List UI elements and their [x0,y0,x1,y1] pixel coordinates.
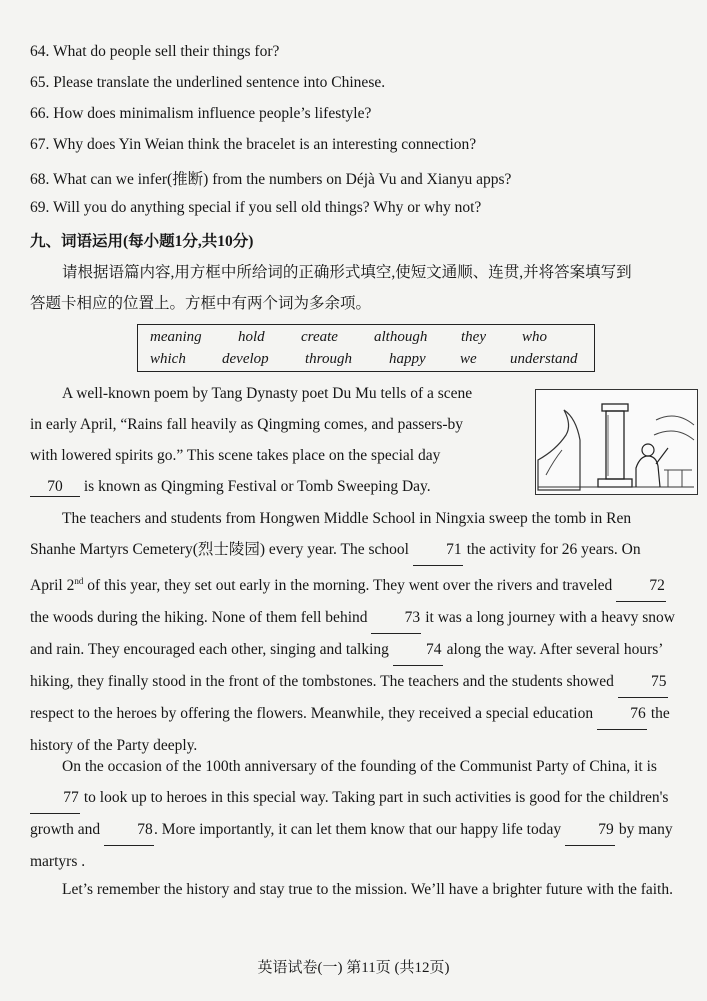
page-footer: 英语试卷(一) 第11页 (共12页) [257,960,450,976]
word-option: they [461,329,486,345]
question-69: 69. Will you do anything special if you sell old things? Why or why not? [30,199,482,216]
question-67: 67. Why does Yin Weian think the bracelet is an interesting connection? [30,136,477,153]
p2-text-h: the history of the Party deeply. [30,705,670,755]
word-option: through [305,351,352,367]
instruction-line-1: 请根据语篇内容,用方框中所给词的正确形式填空,使短文通顺、连贯,并将答案填写到 [62,264,632,281]
passage-p1-line4 [30,478,431,497]
word-box [137,324,595,372]
instruction-line-2: 答题卡相应的位置上。方框中有两个词为多余项。 [30,295,372,312]
word-option: we [460,351,477,367]
passage-paragraph-2 [30,503,675,761]
p3-text-b: to look up to heroes in this special way. Taking part in such activities is good for the children's growth and [30,789,669,838]
word-option: who [522,329,548,345]
p2-text-d: the woods during the hiking. None of them fell behind [30,609,372,627]
passage-p1-line4-text: is known as Qingming Festival or Tomb Sweeping Day. [80,478,431,495]
word-option: which [150,351,186,367]
word-option: meaning [150,329,202,345]
passage-p1-line3: with lowered spirits go.” This scene takes place on the special day [30,447,441,464]
question-66: 66. How does minimalism influence people’s lifestyle? [30,105,372,122]
word-option: happy [389,351,426,367]
blank-70: 70 [30,478,80,497]
question-68: 68. What can we infer(推断) from the numbers on Déjà Vu and Xianyu apps? [30,171,512,188]
p3-text-d: by many martyrs . [30,821,673,870]
p3-text-a: On the occasion of the 100th anniversary of the founding of the Communist Party of China, it is [62,758,657,775]
blank-76: 76 [597,698,647,730]
qingming-illustration [535,389,698,495]
p2-text-a: The teachers and students from Hongwen Middle School in Ningxia sweep the tomb in Ren Shanhe Martyrs Cemetery(烈士陵园) every year. The school [30,510,632,558]
section-title: 九、词语运用(每小题1分,共10分) [30,233,254,250]
p2-text-c: of this year, they set out early in the morning. They went over the rivers and traveled [83,577,617,595]
word-option: although [374,329,428,345]
passage-paragraph-3 [30,751,675,877]
blank-78: 78 [104,814,154,846]
p2-text-b: the activity for 26 years. On April 2 [30,541,641,595]
word-option: hold [238,329,265,345]
word-option: understand [510,351,578,367]
passage-p1-line1: A well-known poem by Tang Dynasty poet Du Mu tells of a scene [62,385,473,402]
blank-73: 73 [371,602,421,634]
question-64: 64. What do people sell their things for? [30,43,280,60]
passage-p1-line2: in early April, “Rains fall heavily as Qingming comes, and passers-by [30,416,464,433]
monument-picture [536,390,696,493]
word-option: create [301,329,338,345]
question-65: 65. Please translate the underlined sentence into Chinese. [30,74,386,91]
p2-text-g: respect to the heroes by offering the flowers. Meanwhile, they received a special education [30,705,597,723]
blank-77: 77 [30,782,80,814]
blank-74: 74 [393,634,443,666]
passage-paragraph-4: Let’s remember the history and stay true to the mission. We’ll have a brighter future with the faith. [62,881,673,898]
p3-text-c: . More importantly, it can let them know that our happy life today [154,821,565,838]
blank-79: 79 [565,814,615,846]
p2-superscript: nd [74,576,84,586]
p2-text-f: along the way. After several hours’ hiking, they finally stood in the front of the tombstones. The teachers and the students showed [30,641,663,691]
blank-72: 72 [616,570,666,602]
p2-text-e: it was a long journey with a heavy snow and rain. They encouraged each other, singing and talking [30,609,675,659]
blank-71: 71 [413,534,463,566]
word-option: develop [222,351,269,367]
blank-75: 75 [618,666,668,698]
